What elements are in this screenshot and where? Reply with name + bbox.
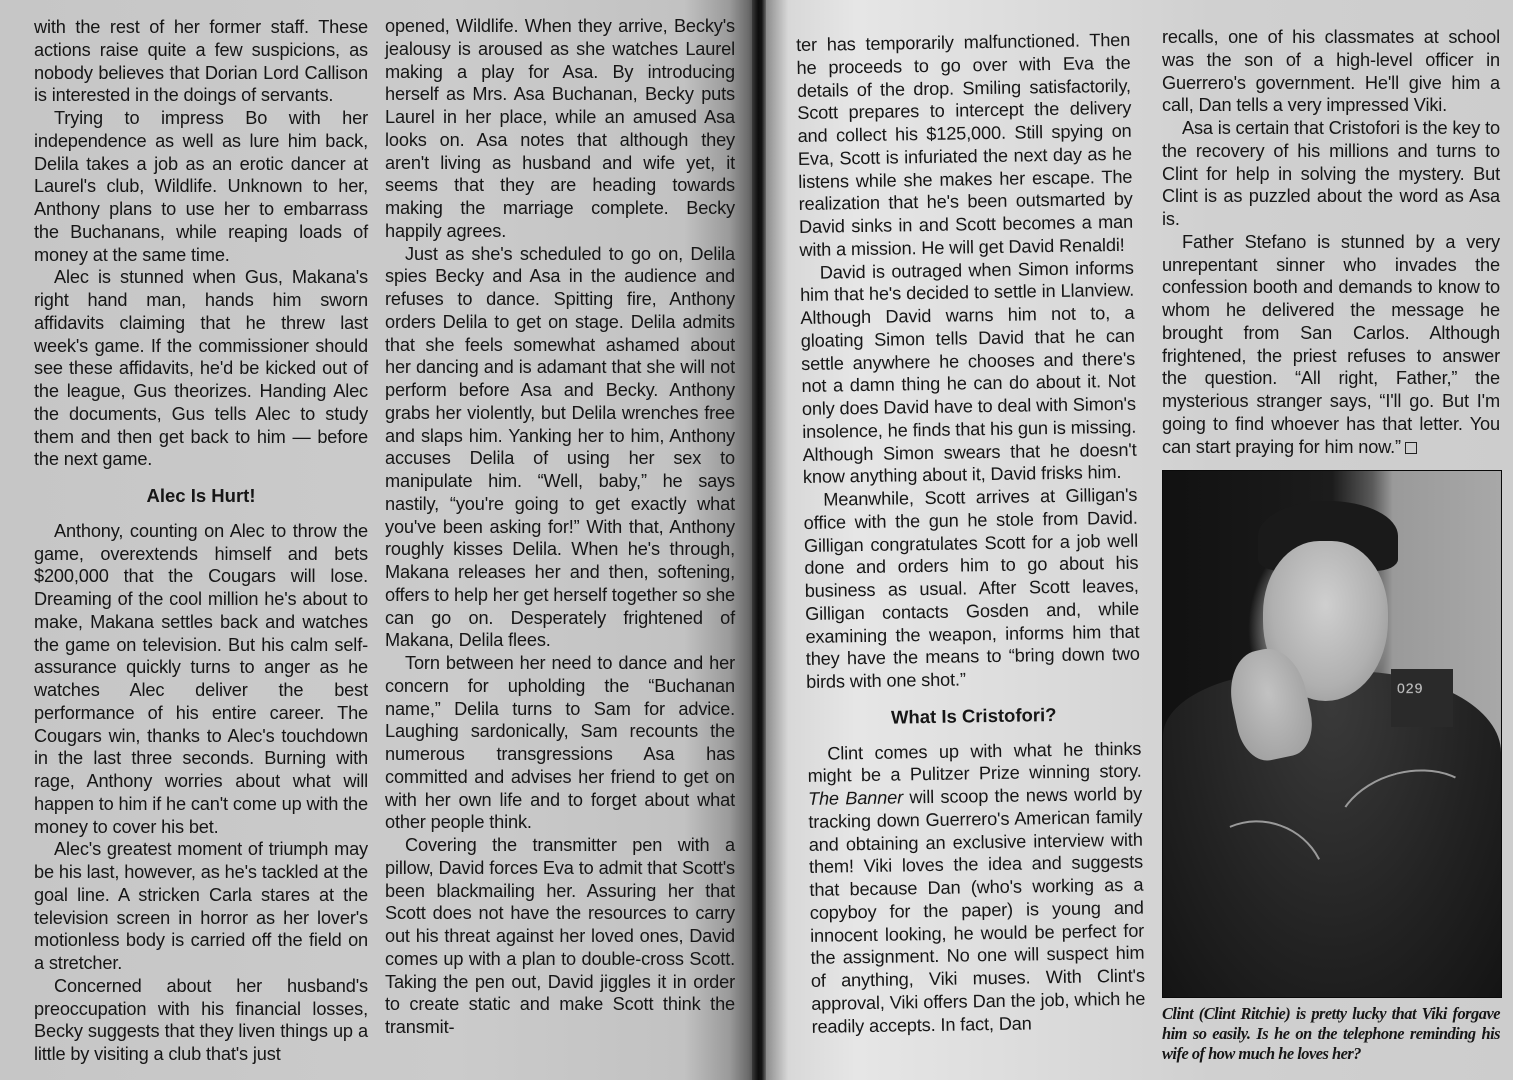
paragraph: Asa is certain that Cristofori is the key to the recovery of his millions and turns to Clint for help in solving the mystery. But Clint is as puzzled about the word as Asa is. <box>1162 118 1500 229</box>
column-1 <box>34 16 368 1066</box>
door-number: 029 <box>1397 680 1424 697</box>
paragraph: with the rest of her former staff. These actions raise quite a few suspicions, as nobody believes that Dorian Lord Callison is interested in the doings of servants. <box>34 17 368 106</box>
section-heading-alec-is-hurt: Alec Is Hurt! <box>146 485 256 506</box>
newspaper-title: The Banner <box>807 787 904 809</box>
column-3 <box>796 29 1146 1038</box>
right-page <box>766 0 1513 1080</box>
paragraph: Concerned about her husband's preoccupation with his financial losses, Becky suggests that they liven things up a little by visiting a club that's just <box>34 975 368 1064</box>
paragraph <box>807 737 1146 1038</box>
paragraph-lead: Clint comes up with what he thinks might be a Pulitzer Prize winning story. <box>807 738 1142 787</box>
paragraph: Meanwhile, Scott arrives at Gilligan's office with the gun he stole from David. Gilligan congratulates Scott for a job well done and orders him to go about his business as usual. After Scott leaves, Gilligan contacts Gosden and, while examining the weapon, informs him that they have the means to “bring down two birds with one shot.” <box>803 484 1140 692</box>
paragraph: Alec's greatest moment of triumph may be his last, however, as he's tackled at the goal line. A stricken Carla stares at the television screen in horror as her lover's motionless body is carried off the field on a stretcher. <box>34 839 368 973</box>
paragraph-rest: will scoop the news world by tracking down Guerrero's American family and obtaining an exclusive interview with them! Viki loves the idea and suggests that because Dan (who's working as a copyboy for the paper) is young and innocent looking, he would be perfect for the assignment. No one will suspect him of anything, Viki muses. With Clint's approval, Viki offers Dan the job, which he readily accepts. In fact, Dan <box>808 783 1146 1037</box>
paragraph: Alec is stunned when Gus, Makana's right hand man, hands him sworn affidavits claiming that he threw last week's game. If the commissioner should see these affidavits, he'd be kicked out of the league, Gus theorizes. Handing Alec the documents, Gus tells Alec to study them and then get back to him — before the next game. <box>34 267 368 470</box>
paragraph <box>1162 231 1500 459</box>
paragraph: Torn between her need to dance and her concern for upholding the “Buchanan name,” Delila turns to Sam for advice. Laughing sardonically, Sam recounts the numerous transgressions Asa has committed and advises her friend to get on with her own life and to forget about what other people think. <box>385 653 735 833</box>
paragraph: Trying to impress Bo with her independence as well as lure him back, Delila takes a job as an erotic dancer at Laurel's club, Wildlife. Unknown to her, Anthony plans to use her to embarrass the Buchanans, while reaping loads of money at the same time. <box>34 108 368 265</box>
section-heading-what-is-cristofori: What Is Cristofori? <box>890 703 1057 728</box>
photo-clint-on-telephone <box>1162 470 1502 998</box>
photo-door-number-plate <box>1391 669 1453 727</box>
book-gutter <box>752 0 766 1080</box>
paragraph: Just as she's scheduled to go on, Delila spies Becky and Asa in the audience and refuses to dance. Spitting fire, Anthony orders Delila to get on stage. Delila admits that she feels somewhat ashamed about her dancing and is adamant that she will not perform before Asa and Becky. Anthony grabs her violently, but Delila wrenches free and slaps him. Yanking her to him, Anthony accuses Delila of using her sex to manipulate him. “Well, baby,” he says nastily, “you're going to get exactly what you've been asking for!” With that, Anthony roughly kisses Delila. When he's through, Makana releases her and then, softening, offers to help her get herself together so she can go on. Desperately frightened of Makana, Delila flees. <box>385 243 735 651</box>
paragraph: recalls, one of his classmates at school was the son of a high-level officer in Guerrero's government. He'll give him a call, Dan tells a very impressed Viki. <box>1162 27 1500 116</box>
paragraph: opened, Wildlife. When they arrive, Becky's jealousy is aroused as she watches Laurel making a play for Asa. By introducing herself as Mrs. Asa Buchanan, Becky puts Laurel in her place, while an amused Asa looks on. Asa notes that although they aren't living as husband and wife yet, it seems that they are heading towards making the marriage complete. Becky happily agrees. <box>385 16 735 241</box>
column-4 <box>1162 26 1500 1064</box>
column-2 <box>385 15 735 1039</box>
end-of-article-square-icon <box>1405 442 1417 454</box>
paragraph-text: Father Stefano is stunned by a very unrepentant sinner who invades the confession booth and demands to know to whom he delivered the message he brought from San Carlos. Although frightened, the priest refuses to answer the question. “All right, Father,” the mysterious stranger says, “I'll go. But I'm going to find whoever has that letter. You can start praying for him now.” <box>1162 231 1500 457</box>
paragraph: Anthony, counting on Alec to throw the game, overextends himself and bets $200,000 that the Cougars will lose. Dreaming of the cool million he's about to make, Makana settles back and watches the game on television. But his calm self-assurance quickly turns to anger as he watches Alec deliver the best performance of his entire career. The Cougars win, thanks to Alec's touchdown in the last three seconds. Burning with rage, Anthony worries about what will happen to him if he can't come up with the money to cover his bet. <box>34 520 368 837</box>
paragraph: Covering the transmitter pen with a pillow, David forces Eva to admit that Scott's been blackmailing her. Assuring her that Scott does not have the resources to carry out his threat against her loved ones, David comes up with a plan to double-cross Scott. Taking the pen out, David jiggles it in order to create static and make Scott think the transmit- <box>385 835 735 1037</box>
photo-caption: Clint (Clint Ritchie) is pretty lucky that Viki forgave him so easily. Is he on the telephone reminding his wife of how much he loves her? <box>1162 1004 1500 1064</box>
paragraph: ter has temporarily malfunctioned. Then he proceeds to go over with Eva the details of the drop. Smiling satisfactorily, Scott prepares to intercept the delivery and collect his $125,000. Still spying on Eva, Scott is infuriated the next day as he listens while she makes her escape. The realization that he's been outsmarted by David sinks in and Scott becomes a man with a mission. He will get David Renaldi! <box>796 29 1134 260</box>
paragraph: David is outraged when Simon informs him that he's decided to settle in Llanview. Although David warns him not to, a gloating Simon tells David that he can settle anywhere he chooses and there's not a damn thing he can do about it. Not only does David have to deal with Simon's insolence, he finds that his gun is missing. Although Simon swears that he doesn't know anything about it, David frisks him. <box>799 257 1137 488</box>
